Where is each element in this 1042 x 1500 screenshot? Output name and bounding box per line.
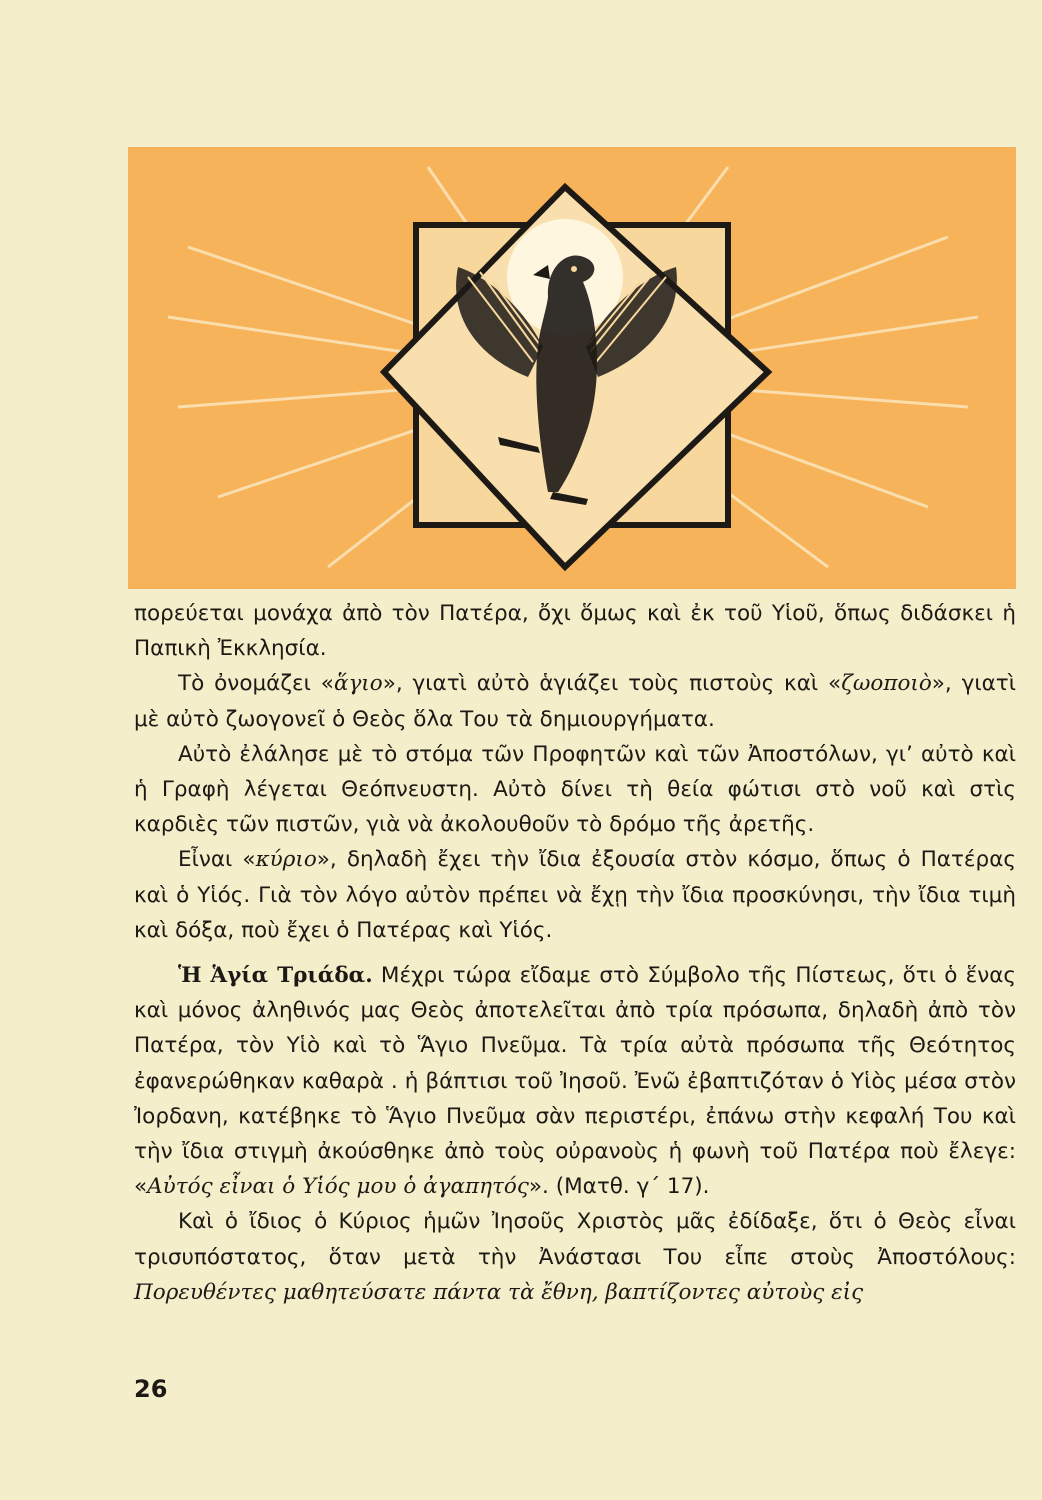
page-number: 26	[134, 1375, 168, 1403]
body-text	[134, 596, 1016, 1310]
eagle-emblem-icon	[128, 147, 1016, 589]
italic-quote: Αὐτός εἶναι ὁ Υἱός μου ὁ ἀγαπητός	[147, 1174, 529, 1200]
text-run: », γιατὶ μὲ αὐτὸ ζωογονεῖ ὁ Θεὸς ὅλα Του τὰ δημιουργήματα.	[134, 671, 1017, 732]
text-run: Τὸ ὀνομάζει «	[178, 671, 334, 697]
text-run: », γιατὶ αὐτὸ ἁγιάζει τοὺς πιστοὺς καὶ «	[382, 671, 842, 697]
paragraph	[134, 958, 1016, 1204]
text-run: », δηλαδὴ ἔχει τὴν ἴδια ἐξουσία στὸν κόσμο, ὅπως ὁ Πατέρας καὶ ὁ Υἱός. Γιὰ τὸν λόγο αὐτὸν πρέπει νὰ ἔχῃ τὴν ἴδια προσκύνησι, τὴν ἴδια τιμὴ καὶ δόξα, ποὺ ἔχει ὁ Πατέρας καὶ Υἱός.	[134, 847, 1016, 943]
text-run: Μέχρι τώρα εἴδαμε στὸ Σύμβολο τῆς Πίστεως, ὅτι ὁ ἕνας καὶ μόνος ἀληθινός μας Θεὸς ἀποτελεῖται ἀπὸ τρία πρόσωπα, δηλαδὴ ἀπὸ τὸν Πατέρα, τὸν Υἱὸ καὶ τὸ Ἅγιο Πνεῦμα. Τὰ τρία αὐτὰ πρόσωπα τῆς Θεότητος ἐφανερώθηκαν καθαρὰ . ἡ βάπτισι τοῦ Ἰησοῦ. Ἐνῶ ἐβαπτιζόταν ὁ Υἱὸς μέσα στὸν Ἰορδανη, κατέβηκε τὸ Ἅγιο Πνεῦμα σὰν περιστέρι, ἐπάνω στὴν κεφαλή Του καὶ τὴν ἴδια στιγμὴ ἀκούσθηκε ἀπὸ τοὺς οὐρανοὺς ἡ φωνὴ τοῦ Πατέρα ποὺ ἔλεγε: «	[134, 963, 1016, 1200]
text-run: ». (Ματθ. γ΄ 17).	[528, 1174, 710, 1200]
paragraph	[134, 666, 1016, 736]
paragraph	[134, 596, 1016, 666]
italic-quote: Πορευθέντες μαθητεύσατε πάντα τὰ ἔθνη, βαπτίζοντες αὐτοὺς εἰς	[134, 1279, 864, 1305]
italic-term: κύριο	[255, 847, 317, 873]
paragraph	[134, 737, 1016, 843]
section-heading: Ἡ Ἁγία Τριάδα.	[178, 963, 373, 989]
text-run: Αὐτὸ ἐλάλησε μὲ τὸ στόμα τῶν Προφητῶν καὶ τῶν Ἀποστόλων, γι’ αὐτὸ καὶ ἡ Γραφὴ λέγεται Θεόπνευστη. Αὐτὸ δίνει τὴ θεία φώτισι στὸ νοῦ καὶ στὶς καρδιὲς τῶν πιστῶν, γιὰ νὰ ἀκολουθοῦν τὸ δρόμο τῆς ἀρετῆς.	[134, 741, 1016, 838]
italic-term: ζωοποιὸ	[841, 671, 932, 697]
text-run: Εἶναι «	[178, 847, 256, 873]
paragraph	[134, 842, 1016, 948]
eagle-illustration	[128, 147, 1016, 589]
paragraph	[134, 1204, 1016, 1310]
text-run: Καὶ ὁ ἴδιος ὁ Κύριος ἡμῶν Ἰησοῦς Χριστὸς μᾶς ἐδίδαξε, ὅτι ὁ Θεὸς εἶναι τρισυπόστατος, ὅταν μετὰ τὴν Ἀνάστασι Του εἶπε στοὺς Ἀποστόλους:	[134, 1209, 1016, 1270]
text-run: πορεύεται μονάχα ἀπὸ τὸν Πατέρα, ὄχι ὅμως καὶ ἐκ τοῦ Υἱοῦ, ὅπως διδάσκει ἡ Παπικὴ Ἐκκλησία.	[134, 601, 1016, 662]
italic-term: ἅγιο	[333, 671, 383, 697]
